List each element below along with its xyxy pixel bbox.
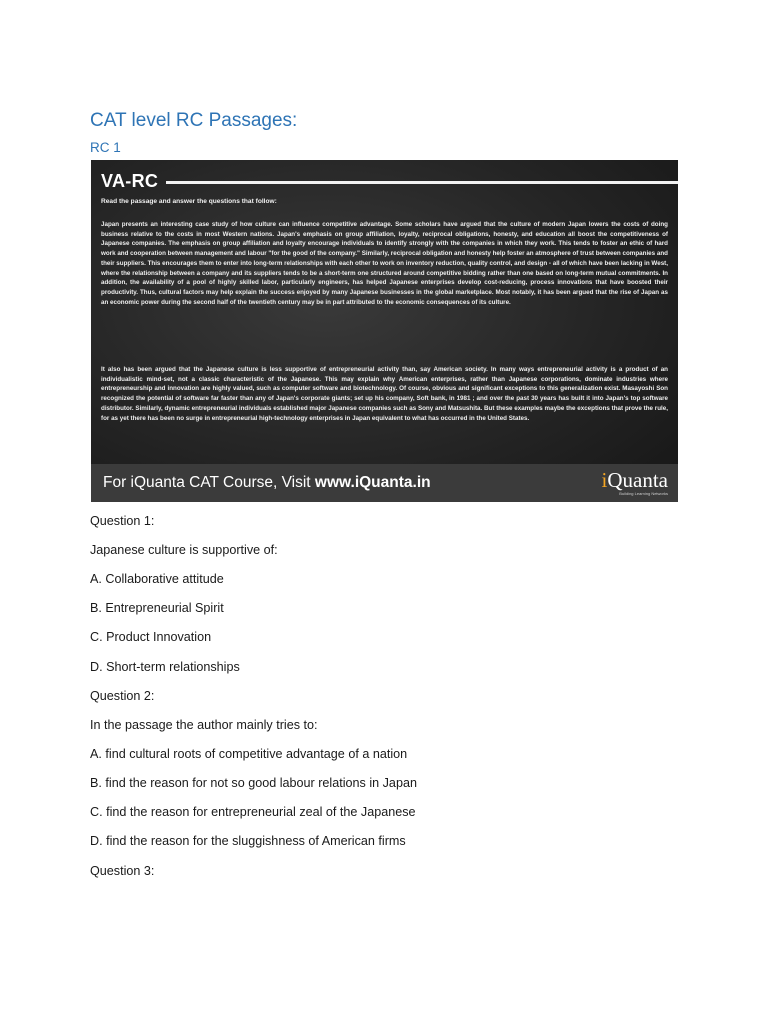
banner-footer (91, 464, 678, 502)
brand-tagline: Building Learning Networks (619, 491, 668, 496)
footer-lead: For iQuanta CAT Course, Visit (103, 474, 315, 491)
question-2-option-d: D. find the reason for the sluggishness of American firms (90, 834, 406, 848)
section-label: RC 1 (90, 140, 121, 155)
question-2-prompt: In the passage the author mainly tries to: (90, 718, 318, 732)
question-1-option-b: B. Entrepreneurial Spirit (90, 601, 224, 615)
brand-i: i (601, 468, 608, 492)
banner-header (101, 168, 678, 194)
question-2-label: Question 2: (90, 689, 155, 703)
banner-rule (166, 181, 678, 184)
question-1-option-a: A. Collaborative attitude (90, 572, 224, 586)
brand-rest: Quanta (607, 468, 668, 492)
question-2-option-b: B. find the reason for not so good labour relations in Japan (90, 776, 417, 790)
question-1-option-c: C. Product Innovation (90, 630, 212, 644)
banner-instruction: Read the passage and answer the questions that follow: (101, 198, 277, 205)
passage-paragraph-1: Japan presents an interesting case study of how culture can influence competitive advantage. Some scholars have argued that the culture of modern Japan lowers the costs of doing business relative to the costs in most Western nations. Japan's emphasis on group affiliation, loyalty, reciprocal obligations, honesty, and education all boost the competitiveness of Japanese companies. The emphasis on group affiliation and loyalty encourage individuals to identify strongly with the companies in which they work. This tends to foster an ethic of hard work and cooperation between management and labour "for the good of the company." Similarly, reciprocal obligation and honesty help foster an atmosphere of trust between companies and their suppliers. This encourages them to enter into long-term relationships with each other to work on inventory reduction, quality control, and design - all of which have been lacking in West, where the relationship between a company and its suppliers tends to be a short-term one structured around competitive bidding rather than one based on long-term mutual commitments. In addition, the availability of a pool of highly skilled labor, particularly engineers, has helped Japanese enterprises develop cost-reducing, process innovations that have boosted their productivity. Thus, cultural factors may help explain the success enjoyed by many Japanese businesses in the global marketplace. Most notably, it has been argued that the rise of Japan as an economic power during the second half of the twentieth century may be in part attributed to the economic consequences of its culture. (101, 221, 668, 306)
footer-text (103, 474, 431, 492)
question-1-option-d: D. Short-term relationships (90, 660, 240, 674)
question-2-option-c: C. find the reason for entrepreneurial zeal of the Japanese (90, 805, 416, 819)
footer-url: www.iQuanta.in (314, 474, 431, 491)
banner-title: VA-RC (101, 170, 159, 191)
passage-banner-image (91, 160, 678, 502)
question-1-prompt: Japanese culture is supportive of: (90, 543, 278, 557)
brand-logo (602, 470, 669, 496)
page-title: CAT level RC Passages: (90, 110, 298, 131)
brand-name (602, 470, 669, 491)
question-2-option-a: A. find cultural roots of competitive advantage of a nation (90, 747, 408, 761)
question-3-label: Question 3: (90, 864, 155, 878)
question-1-label: Question 1: (90, 514, 155, 528)
passage-paragraph-2: It also has been argued that the Japanese culture is less supportive of entrepreneurial activity than, say American society. In many ways entrepreneurial activity is a product of an individualistic mind-set, not a classic characteristic of the Japanese. This may explain why American enterprises, rather than Japanese corporations, dominate industries where entrepreneurship and innovation are highly valued, such as computer software and biotechnology. Of course, obvious and significant exceptions to this generalization exist. Masayoshi Son recognized the potential of software far faster than any of Japan's corporate giants; set up his company, Soft bank, in 1981 ; and over the past 30 years has built it into Japan's top software distributor. Similarly, dynamic entrepreneurial individuals established major Japanese companies such as Sony and Matsushita. But these examples maybe the exceptions that prove the rule, for as yet there has been no surge in entrepreneurial high-technology enterprises in Japan equivalent to what has occurred in the United States. (101, 366, 668, 422)
